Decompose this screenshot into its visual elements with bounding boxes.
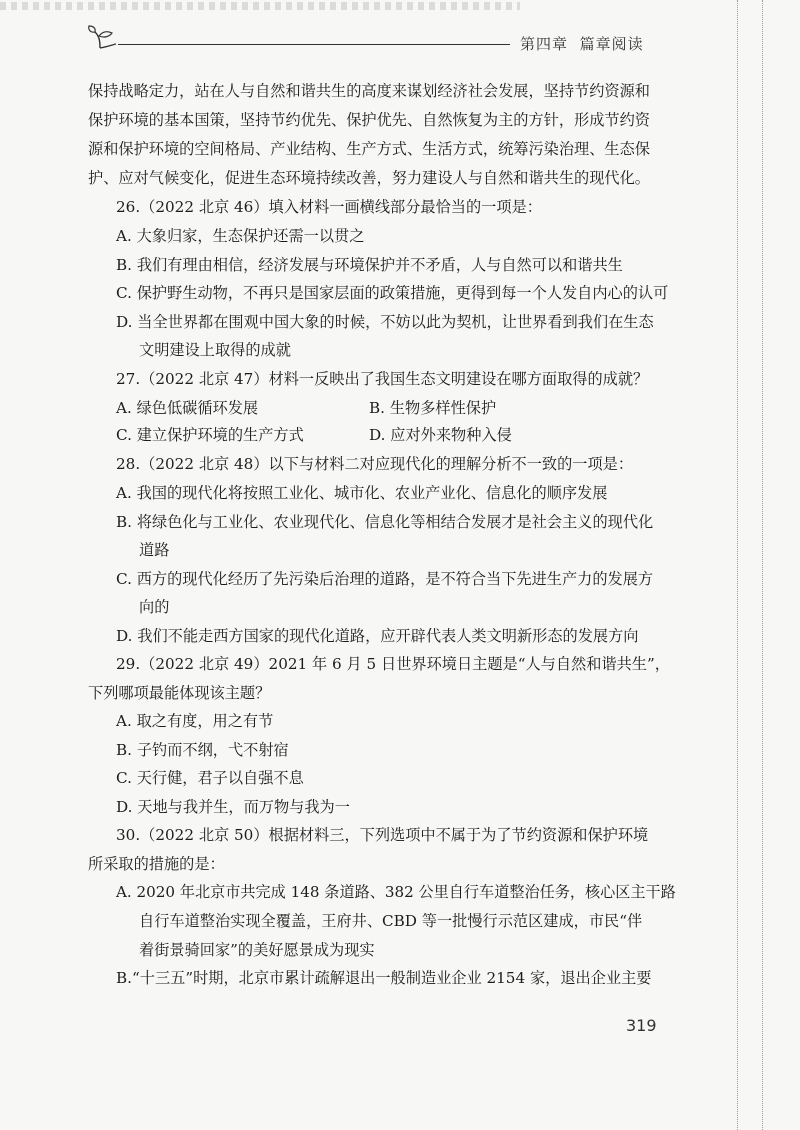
answer-option-continuation: 道路 bbox=[139, 541, 170, 560]
header-rule bbox=[118, 44, 510, 45]
answer-option: A. 取之有度，用之有节 bbox=[116, 712, 274, 731]
answer-option: B. 我们有理由相信，经济发展与环境保护并不矛盾，人与自然可以和谐共生 bbox=[116, 255, 623, 274]
question-stem-continuation: 所采取的措施的是： bbox=[88, 854, 225, 873]
chapter-number: 第四章 bbox=[520, 35, 569, 53]
answer-option: B. 子钓而不纲，弋不射宿 bbox=[116, 740, 289, 759]
question-stem: 26.（2022 北京 46）填入材料一画横线部分最恰当的一项是： bbox=[116, 197, 542, 216]
scan-edge bbox=[737, 0, 738, 1130]
question-stem: 29.（2022 北京 49）2021 年 6 月 5 日世界环境日主题是“人与自然和谐共生”， bbox=[116, 655, 670, 674]
text-line: 源和保护环境的空间格局、产业结构、生产方式、生活方式，统筹污染治理、生态保 bbox=[88, 139, 650, 158]
answer-option: D. 应对外来物种入侵 bbox=[369, 426, 512, 445]
sprout-icon bbox=[86, 24, 116, 50]
question-stem: 28.（2022 北京 48）以下与材料二对应现代化的理解分析不一致的一项是： bbox=[116, 454, 634, 473]
answer-option: A. 绿色低碳循环发展 bbox=[116, 399, 259, 418]
answer-option-continuation: 文明建设上取得的成就 bbox=[139, 340, 291, 359]
running-header bbox=[520, 33, 644, 54]
question-stem: 27.（2022 北京 47）材料一反映出了我国生态文明建设在哪方面取得的成就？ bbox=[116, 369, 649, 388]
answer-option: A. 大象归家，生态保护还需一以贯之 bbox=[116, 227, 365, 246]
answer-option-continuation: 向的 bbox=[139, 598, 170, 617]
scan-noise bbox=[0, 2, 520, 10]
text-line: 保护环境的基本国策，坚持节约优先、保护优先、自然恢复为主的方针，形成节约资 bbox=[88, 111, 650, 130]
answer-option: A. 我国的现代化将按照工业化、城市化、农业产业化、信息化的顺序发展 bbox=[116, 484, 608, 502]
answer-option: B. 将绿色化与工业化、农业现代化、信息化等相结合发展才是社会主义的现代化 bbox=[116, 512, 654, 531]
chapter-title: 篇章阅读 bbox=[579, 35, 644, 53]
text-line: 护、应对气候变化，促进生态环境持续改善，努力建设人与自然和谐共生的现代化。 bbox=[88, 168, 650, 187]
answer-option-continuation: 自行车道整治实现全覆盖，王府井、CBD 等一批慢行示范区建成，市民“伴 bbox=[139, 911, 643, 930]
answer-option-continuation: 着街景骑回家”的美好愿景成为现实 bbox=[139, 940, 375, 959]
answer-option: C. 西方的现代化经历了先污染后治理的道路，是不符合当下先进生产力的发展方 bbox=[116, 569, 654, 588]
answer-option: D. 当全世界都在围观中国大象的时候，不妨以此为契机，让世界看到我们在生态 bbox=[116, 312, 654, 331]
page-number: 319 bbox=[626, 1016, 657, 1035]
answer-option: B.“十三五”时期，北京市累计疏解退出一般制造业企业 2154 家，退出企业主要 bbox=[116, 969, 652, 987]
answer-option: C. 建立保护环境的生产方式 bbox=[116, 426, 304, 445]
answer-option: D. 我们不能走西方国家的现代化道路，应开辟代表人类文明新形态的发展方向 bbox=[116, 626, 639, 645]
answer-option: B. 生物多样性保护 bbox=[369, 399, 497, 418]
question-stem-continuation: 下列哪项最能体现该主题？ bbox=[88, 683, 271, 702]
question-stem: 30.（2022 北京 50）根据材料三，下列选项中不属于为了节约资源和保护环境 bbox=[116, 826, 649, 845]
answer-option: D. 天地与我并生，而万物与我为一 bbox=[116, 797, 350, 816]
answer-option: C. 天行健，君子以自强不息 bbox=[116, 769, 304, 788]
scan-edge bbox=[762, 0, 763, 1130]
text-line: 保持战略定力，站在人与自然和谐共生的高度来谋划经济社会发展，坚持节约资源和 bbox=[88, 82, 650, 100]
answer-option: C. 保护野生动物，不再只是国家层面的政策措施，更得到每一个人发自内心的认可 bbox=[116, 284, 669, 303]
answer-option: A. 2020 年北京市共完成 148 条道路、382 公里自行车道整治任务，核心区主干路 bbox=[116, 883, 676, 902]
